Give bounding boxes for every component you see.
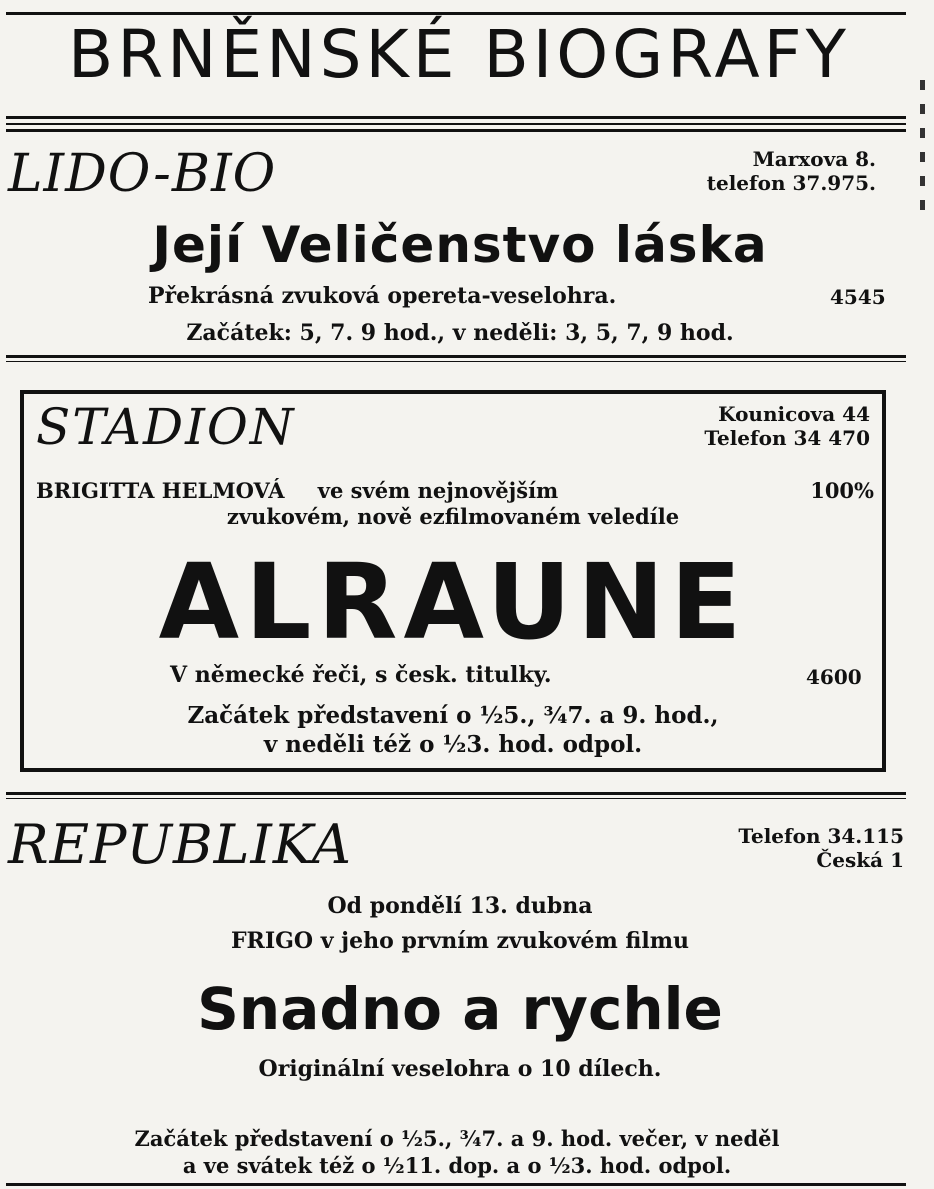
language-note: V německé řeči, s česk. titulky. <box>170 662 552 688</box>
phone-line: Telefon 34 470 <box>704 426 870 450</box>
film-title: ALRAUNE <box>158 541 748 663</box>
phone-line: telefon 37.975. <box>706 171 876 195</box>
masthead-rule-2 <box>6 123 906 125</box>
theater-name: REPUBLIKA <box>8 813 352 876</box>
showtimes: Začátek představení o ½5., ¾7. a 9. hod., <box>187 702 719 729</box>
section-rule <box>6 792 906 795</box>
percent-label: 100% <box>810 478 874 503</box>
premiere-date: Od pondělí 13. dubna <box>327 893 593 919</box>
film-title: Její Veličenstvo láska <box>152 216 768 274</box>
address-line: Česká 1 <box>816 848 904 872</box>
ad-number: 4545 <box>830 285 886 309</box>
film-description: Originální veselohra o 10 dílech. <box>258 1056 662 1082</box>
masthead-rule-1 <box>6 116 906 119</box>
theater-name: LIDO-BIO <box>8 144 277 204</box>
theater-name: STADION <box>36 398 296 456</box>
showtimes: Začátek představení o ½5., ¾7. a 9. hod. večer, v neděl <box>134 1126 780 1151</box>
ad-number: 4600 <box>806 665 862 689</box>
section-rule <box>6 355 906 358</box>
star-name: BRIGITTA HELMOVÁ <box>36 478 285 503</box>
section-rule-thin <box>6 798 906 799</box>
film-description: Překrásná zvuková opereta-veselohra. <box>148 283 617 309</box>
film-title: Snadno a rychle <box>197 975 723 1043</box>
section-rule-thin <box>6 361 906 362</box>
phone-line: Telefon 34.115 <box>738 824 904 848</box>
theater-address <box>640 147 876 195</box>
bottom-rule <box>6 1183 906 1186</box>
address-line: Marxova 8. <box>752 147 876 171</box>
feature-line-2: zvukovém, nově ezfilmovaném veledíle <box>226 504 680 529</box>
theater-address <box>640 824 904 872</box>
showtimes-sunday: v neděli též o ½3. hod. odpol. <box>263 731 643 758</box>
feature-text: ve svém nejnovějším <box>317 478 559 503</box>
showtimes: Začátek: 5, 7. 9 hod., v neděli: 3, 5, 7, 9 hod. <box>186 320 734 346</box>
masthead-rule-3 <box>6 129 906 132</box>
address-line: Kounicova 44 <box>718 402 870 426</box>
feature-line: FRIGO v jeho prvním zvukovém filmu <box>230 928 690 954</box>
top-rule <box>6 12 906 15</box>
theater-address <box>620 402 870 450</box>
feature-line <box>36 478 874 504</box>
masthead-title: BRNĚNSKÉ BIOGRAFY <box>68 16 850 93</box>
showtimes-holiday: a ve svátek též o ½11. dop. a o ½3. hod. odpol. <box>182 1153 732 1178</box>
adjacent-column-fragment <box>920 80 930 224</box>
